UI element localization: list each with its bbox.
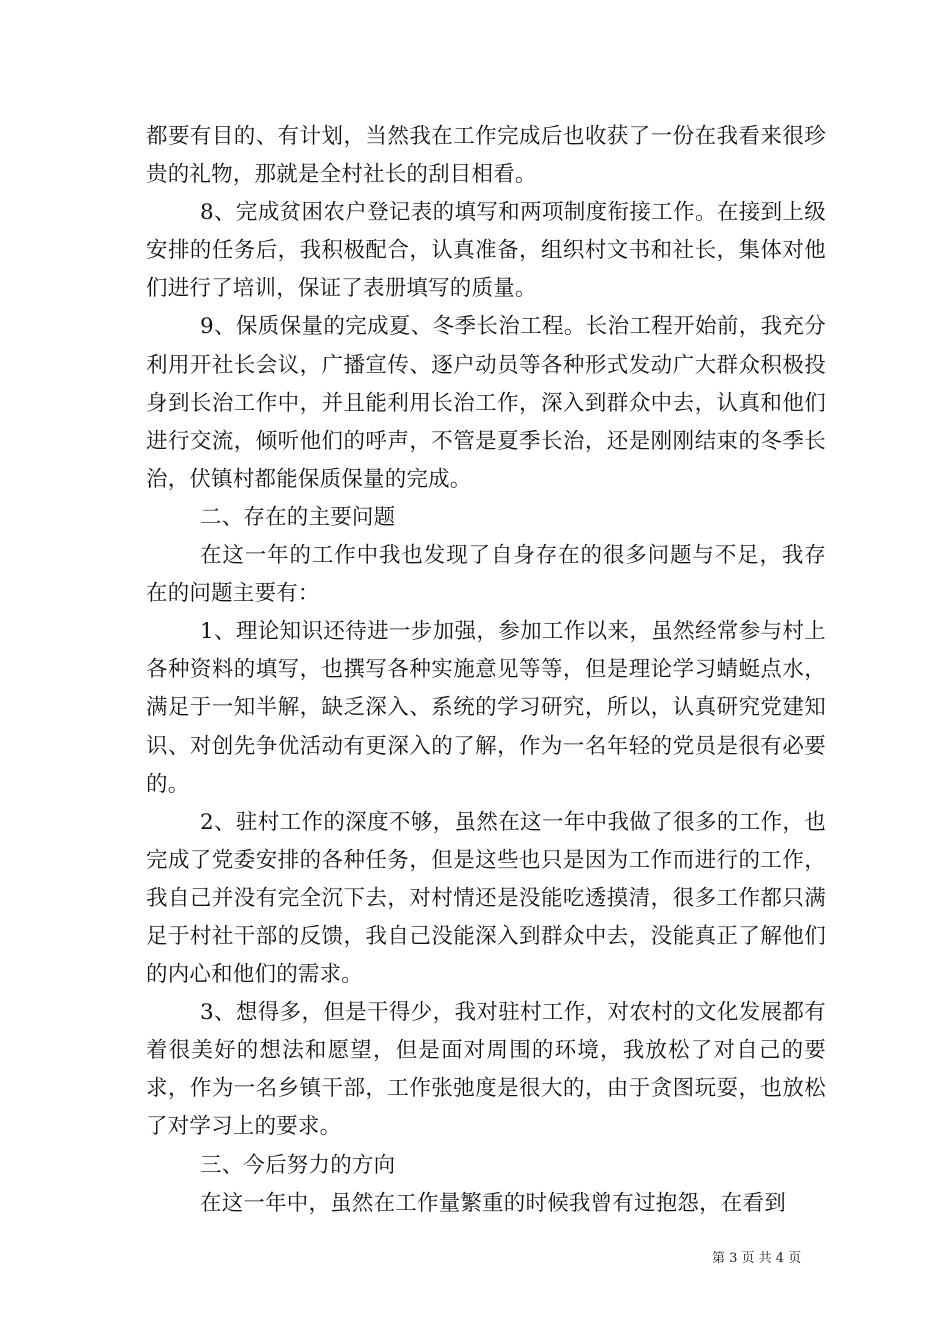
paragraph-problem-3: 3、想得多，但是干得少，我对驻村工作，对农村的文化发展都有着很美好的想法和愿望，但是面对周围的环境，我放松了对自己的要求，作为一名乡镇干部，工作张弛度是很大的，由于贪图玩耍，也放松了对学习上的要求。 bbox=[146, 1000, 826, 1140]
page-number-footer: 第 3 页 共 4 页 bbox=[712, 1251, 802, 1266]
paragraph-item-9: 9、保质保量的完成夏、冬季长治工程。长治工程开始前，我充分利用开社长会议，广播宣传、逐户动员等各种形式发动广大群众积极投身到长治工作中，并且能利用长治工作，深入到群众中去，认真和他们进行交流，倾听他们的呼声，不管是夏季长治，还是刚刚结束的冬季长治，伏镇村都能保质保量的完成。 bbox=[146, 314, 826, 492]
paragraph-problem-1: 1、理论知识还待进一步加强，参加工作以来，虽然经常参与村上各种资料的填写，也撰写各种实施意见等等，但是理论学习蜻蜓点水，满足于一知半解，缺乏深入、系统的学习研究，所以，认真研究党建知识、对创先争优活动有更深入的了解，作为一名年轻的党员是很有必要的。 bbox=[146, 619, 826, 797]
paragraph-future-intro: 在这一年中，虽然在工作量繁重的时候我曾有过抱怨，在看到 bbox=[200, 1190, 786, 1216]
document-body bbox=[146, 118, 826, 1223]
paragraph-problem-2: 2、驻村工作的深度不够，虽然在这一年中我做了很多的工作，也完成了党委安排的各种任务，但是这些也只是因为工作而进行的工作，我自己并没有完全沉下去，对村情还是没能吃透摸清，很多工作都只满足于村社干部的反馈，我自己没能深入到群众中去，没能真正了解他们的内心和他们的需求。 bbox=[146, 809, 826, 988]
section-heading-problems: 二、存在的主要问题 bbox=[200, 504, 396, 530]
paragraph-item-8: 8、完成贫困农户登记表的填写和两项制度衔接工作。在接到上级安排的任务后，我积极配合，认真准备，组织村文书和社长，集体对他们进行了培训，保证了表册填写的质量。 bbox=[146, 200, 826, 302]
section-heading-future: 三、今后努力的方向 bbox=[200, 1152, 396, 1178]
paragraph-continuation: 都要有目的、有计划，当然我在工作完成后也收获了一份在我看来很珍贵的礼物，那就是全村社长的刮目相看。 bbox=[146, 124, 826, 188]
paragraph-problems-intro: 在这一年的工作中我也发现了自身存在的很多问题与不足，我存在的问题主要有： bbox=[146, 543, 826, 607]
